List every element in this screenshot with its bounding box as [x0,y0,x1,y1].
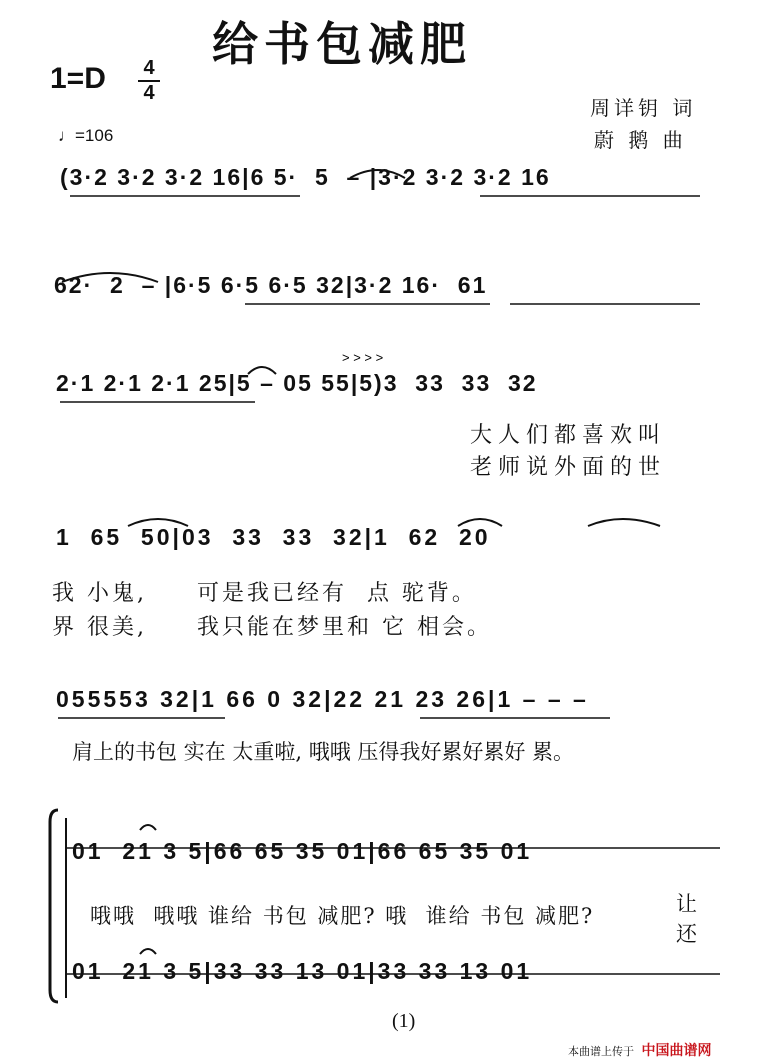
score-line-5 [0,682,771,764]
footer-text: 本曲谱上传于 [568,1045,634,1058]
chorus-lyric: 哦哦 哦哦 谁给 书包 减肥? 哦 谁给 书包 减肥? [90,904,595,928]
time-signature-bottom: 4 [143,82,155,104]
slur-mark [62,273,158,282]
site-logo: 中国曲谱网 [641,1043,712,1059]
score-line-3 [0,350,771,480]
notes-line-5: 055553 32|1 66 0 32|22 21 23 26|1 – – – [56,686,589,712]
footer [568,1040,712,1060]
line-4-marks [0,520,771,580]
lyric-line-4-verse-2: 界 很美, 我只能在梦里和 它 相会。 [52,615,492,640]
chorus-upper-notes: 01 21 3 5|66 65 35 01|66 65 35 01 [72,838,533,864]
slur-mark [140,825,156,830]
lyric-line-3-verse-2: 老师说外面的世 [470,455,667,480]
chorus-lower-notes: 01 21 3 5|33 33 13 01|33 33 13 01 [72,958,533,984]
composer-credit: 蔚 鹅 曲 [594,128,687,152]
chorus-brace-top: 让 [676,892,697,916]
slur-mark [140,949,156,954]
accent-mark: > > > > [342,350,384,365]
time-signature [138,58,160,104]
line-3-marks [0,350,771,426]
slur-mark [588,519,660,526]
lyric-line-5-verse-1: 肩上的书包 实在 太重啦, 哦哦 压得我好累好累好 累。 [72,740,575,764]
notes-line-4: 1 65 50|03 33 33 32|1 62 20 [56,524,491,550]
line-2-marks [0,268,771,328]
slur-mark [128,519,188,526]
lyric-line-3-verse-1: 大人们都喜欢叫 [470,423,667,448]
time-signature-top: 4 [143,57,155,79]
score-line-1 [0,160,771,220]
chorus-brace-bottom: 还 [676,922,697,946]
notes-line-3: 2·1 2·1 2·1 25|5 – 05 55|5)3 33 33 32 [56,370,538,396]
tempo-marking: ♩=106 [58,126,114,145]
score-line-2 [0,268,771,328]
slur-mark [458,519,502,526]
lyric-line-4-verse-1: 我 小鬼, 可是我已经有 点 驼背。 [52,581,477,606]
key-signature: 1=D [50,62,106,95]
line-1-marks [0,160,771,220]
score-line-4 [0,520,771,640]
notes-line-2: 62· 2 – |6·5 6·5 6·5 32|3·2 16· 61 [54,272,488,298]
song-title: 给书包减肥 [212,17,472,71]
lyricist-credit: 周详钥 词 [590,96,697,120]
slur-mark [350,170,405,178]
line-5-marks [0,682,771,742]
notes-line-1: (3·2 3·2 3·2 16|6 5· 5 – |3·2 3·2 3·2 16 [60,164,551,190]
page-number: (1) [392,1010,416,1032]
slur-mark [248,367,276,374]
chorus-system [0,808,771,1008]
